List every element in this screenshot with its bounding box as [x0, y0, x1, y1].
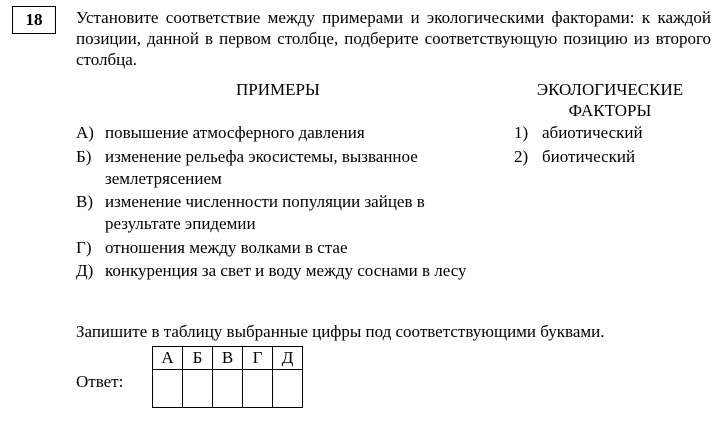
examples-column-header: ПРИМЕРЫ: [236, 80, 320, 99]
factors-header-line1: ЭКОЛОГИЧЕСКИЕ: [536, 80, 684, 99]
question-number: 18: [12, 6, 56, 34]
example-item-a: [76, 122, 476, 144]
example-letter: В): [76, 192, 93, 211]
answer-label: Ответ:: [76, 372, 124, 391]
answer-cell-d[interactable]: [273, 370, 303, 408]
example-text: конкуренция за свет и воду между соснами в лесу: [105, 261, 467, 280]
factors-column-header: [515, 79, 705, 121]
example-letter: А): [76, 123, 94, 142]
answer-instruction: Запишите в таблицу выбранные цифры под соответствующими буквами.: [76, 322, 605, 341]
answer-input-row: [153, 370, 303, 408]
question-prompt: Установите соответствие между примерами и экологическими факторами: к каждой позиции, данной в первом столбце, подберите соответствующую позицию из второго столбца.: [76, 8, 711, 69]
factors-list: [514, 122, 643, 169]
answer-cell-b[interactable]: [183, 370, 213, 408]
factor-number: 1): [514, 123, 529, 142]
example-text: изменение рельефа экосистемы, вызванное землетрясением: [105, 146, 418, 188]
factor-item-2: [514, 146, 643, 168]
factors-header-line2: ФАКТОРЫ: [568, 101, 652, 120]
answer-header-g: Г: [243, 347, 273, 370]
factor-text: биотический: [542, 146, 636, 166]
examples-list: [76, 122, 476, 284]
answer-cell-g[interactable]: [243, 370, 273, 408]
example-item-g: [76, 237, 476, 259]
answer-header-v: В: [213, 347, 243, 370]
example-item-b: [76, 146, 476, 190]
answer-cell-v[interactable]: [213, 370, 243, 408]
answer-header-row: [153, 347, 303, 370]
factor-number: 2): [514, 146, 529, 166]
answer-header-a: А: [153, 347, 183, 370]
answer-header-b: Б: [183, 347, 213, 370]
example-item-v: [76, 191, 476, 235]
answer-header-d: Д: [273, 347, 303, 370]
example-item-d: [76, 260, 476, 282]
factor-item-1: [514, 122, 643, 144]
example-text: отношения между волками в стае: [105, 237, 348, 257]
example-letter: Б): [76, 146, 92, 166]
answer-table: [152, 346, 303, 408]
example-text: изменение численности популяции зайцев в результате эпидемии: [105, 192, 425, 233]
answer-cell-a[interactable]: [153, 370, 183, 408]
example-letter: Г): [76, 237, 92, 257]
example-text: повышение атмосферного давления: [105, 123, 365, 142]
factor-text: абиотический: [542, 123, 643, 142]
example-letter: Д): [76, 261, 94, 280]
